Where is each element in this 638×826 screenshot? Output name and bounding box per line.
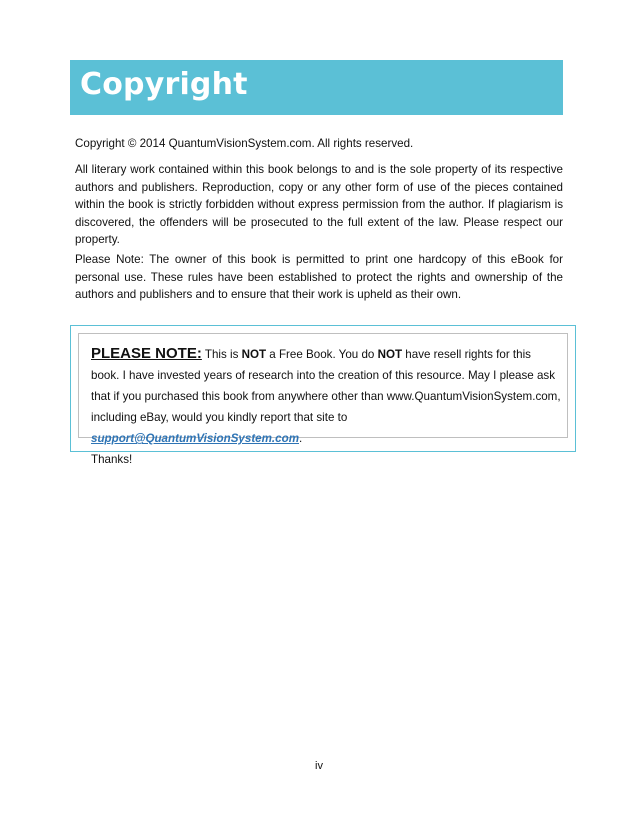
notice-text-segment: a Free Book. You do: [266, 348, 378, 361]
notice-text-segment: have resell rights for this book. I have invested years of research into the creation of this resource. May I please ask that if you purchased this book from anywhere other than www.QuantumVisionSystem.com, including eBay, would you kindly report that site to: [91, 348, 561, 424]
not-emphasis: NOT: [241, 348, 267, 361]
support-email-link[interactable]: support@QuantumVisionSystem.com: [91, 432, 299, 445]
notice-text-segment: This is: [201, 348, 242, 361]
page-title: Copyright: [80, 67, 248, 102]
notice-text: [91, 343, 561, 470]
print-permission-paragraph: Please Note: The owner of this book is permitted to print one hardcopy of this eBook for personal use. These rules have been established to protect the rights and ownership of the authors and publishers and to ensure that their work is upheld as their own.: [75, 253, 563, 301]
notice-thanks: Thanks!: [91, 453, 133, 466]
notice-heading: PLEASE NOTE:: [91, 345, 202, 362]
page-number: iv: [315, 760, 323, 772]
ownership-paragraph: All literary work contained within this book belongs to and is the sole property of its respective authors and publishers. Reproduction, copy or any other form of use of the pieces contained within the book is strictly forbidden without express permission from the author. If plagiarism is discovered, the offenders will be prosecuted to the full extent of the law. Please respect our property.: [75, 163, 563, 246]
notice-text-segment: .: [299, 432, 303, 445]
copyright-statement: Copyright © 2014 QuantumVisionSystem.com. All rights reserved.: [75, 137, 414, 150]
title-banner: [70, 60, 563, 115]
notice-box-inner: [78, 333, 568, 466]
notice-box: [70, 325, 576, 466]
not-emphasis: NOT: [377, 348, 403, 361]
